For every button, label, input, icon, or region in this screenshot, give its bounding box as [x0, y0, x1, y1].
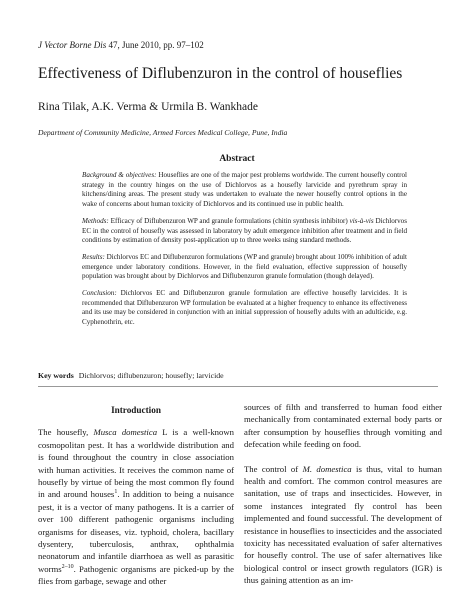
- reference-2-10: 2–10: [61, 563, 74, 570]
- species-name: Musca domestica: [93, 427, 158, 438]
- intro-text-d: . Pathogenic organisms are picked-up by the flies from garbage, sewage and other: [38, 563, 234, 587]
- abstract-background: [82, 171, 407, 210]
- keywords-label: Key words: [38, 371, 74, 380]
- intro-text-a: The housefly,: [38, 427, 94, 438]
- journal-abbrev: J Vector Borne Dis: [38, 40, 107, 50]
- intro-paragraph-continued: sources of filth and transferred to human food either mechanically from contaminated external body parts or after consumption by houseflies through vomiting and defecation while feeding on food.: [244, 402, 442, 450]
- reference-1: 1: [114, 489, 118, 496]
- methods-label: Methods:: [82, 216, 109, 225]
- results-label: Results:: [82, 252, 105, 261]
- abstract-body: [82, 171, 407, 335]
- author-affiliation: Department of Community Medicine, Armed Forces Medical College, Pune, India: [38, 128, 288, 137]
- introduction-heading: Introduction: [111, 405, 161, 415]
- methods-text-2: Dichlorvos EC in the control of housefly was assessed in laboratory by adult emergence inhibition after treatment and in field conditions by estimation of density post-application up to three weeks using standard methods.: [82, 216, 407, 245]
- results-text: Dichlorvos EC and Diflubenzuron formulations (WP and granule) brought about 100% inhibition of adult emergence under laboratory conditions. However, in the field evaluation, effective suppression of housefly population was brought about by Dichlorvos and Diflubenzuron granule formulation (though delayed).: [82, 252, 407, 281]
- intro-paragraph-1: [38, 426, 234, 587]
- article-title: Effectiveness of Diflubenzuron in the control of houseflies: [38, 65, 403, 82]
- abstract-results: [82, 253, 407, 282]
- citation-details: 47, June 2010, pp. 97–102: [106, 40, 204, 50]
- methods-vis-a-vis: vis-à-vis: [349, 216, 374, 225]
- abstract-heading: Abstract: [219, 154, 255, 164]
- intro-paragraph-2: [244, 463, 442, 587]
- journal-citation: [38, 40, 204, 50]
- background-text: Houseflies are one of the major pest problems worldwide. The current housefly control strategy in the country hinges on the use of Dichlorvos as a housefly larvicide and pyrethrum spray in kitchens/dining areas. The present study was undertaken to evaluate the newer housefly control options in the wake of concerns about human toxicity of Dichlorvos and its continued use in public health.: [82, 171, 407, 209]
- section-divider: [38, 386, 438, 387]
- body-column-right: [244, 401, 442, 587]
- species-abbrev: M. domestica: [302, 463, 352, 474]
- control-text-b: is thus, vital to human health and comfort. The common control measures are sanitation, use of traps and insecticides. However, in some instances integrated fly control has been implemented and found successful. The development of resistance in houseflies to insecticides and the associated toxicity has necessitated evaluation of safer alternatives for housefly control. The use of safer alternatives like biological control or insect growth regulators (IGR) is thus gaining attention as an im-: [244, 463, 442, 586]
- conclusion-text: Dichlorvos EC and Diflubenzuron granule formulation are effective housefly larvicides. It is recommended that Diflubenzuron WP formulation be evaluated at a higher frequency to enhance its effectiveness and its use may be considered in conjunction with an initial suppression of housefly adults with an adulticide, e.g. Cyphenothrin, etc.: [82, 289, 407, 327]
- conclusion-label: Conclusion:: [82, 289, 117, 298]
- control-text-a: The control of: [244, 463, 303, 474]
- intro-text-b: L is a well-known cosmopolitan pest. It has a worldwide distribution and is found throughout the country in close association with human activities. It receives the common name of housefly by virtue of being the most common fly found in and around houses: [38, 427, 234, 500]
- keywords-line: [38, 371, 448, 380]
- background-label: Background & objectives:: [82, 171, 157, 179]
- abstract-conclusion: [82, 289, 407, 328]
- abstract-methods: [82, 217, 407, 246]
- keywords-text: Dichlorvos; diflubenzuron; housefly; larvicide: [78, 371, 224, 380]
- intro-text-c: . In addition to being a nuisance pest, it is a vector of many pathogens. It is a carrier of over 100 different pathogenic organisms including organisms for diseases, viz. typhoid, cholera, bacillary dysentery, tuberculosis, anthrax, ophthalmia neonatorum and infantile diarrhoea as well as parasitic worms: [38, 489, 234, 574]
- methods-text-1: Efficacy of Diflubenzuron WP and granule formulations (chitin synthesis inhibitor): [108, 216, 350, 225]
- body-column-left: [38, 404, 234, 588]
- author-list: Rina Tilak, A.K. Verma & Urmila B. Wankhade: [38, 101, 259, 113]
